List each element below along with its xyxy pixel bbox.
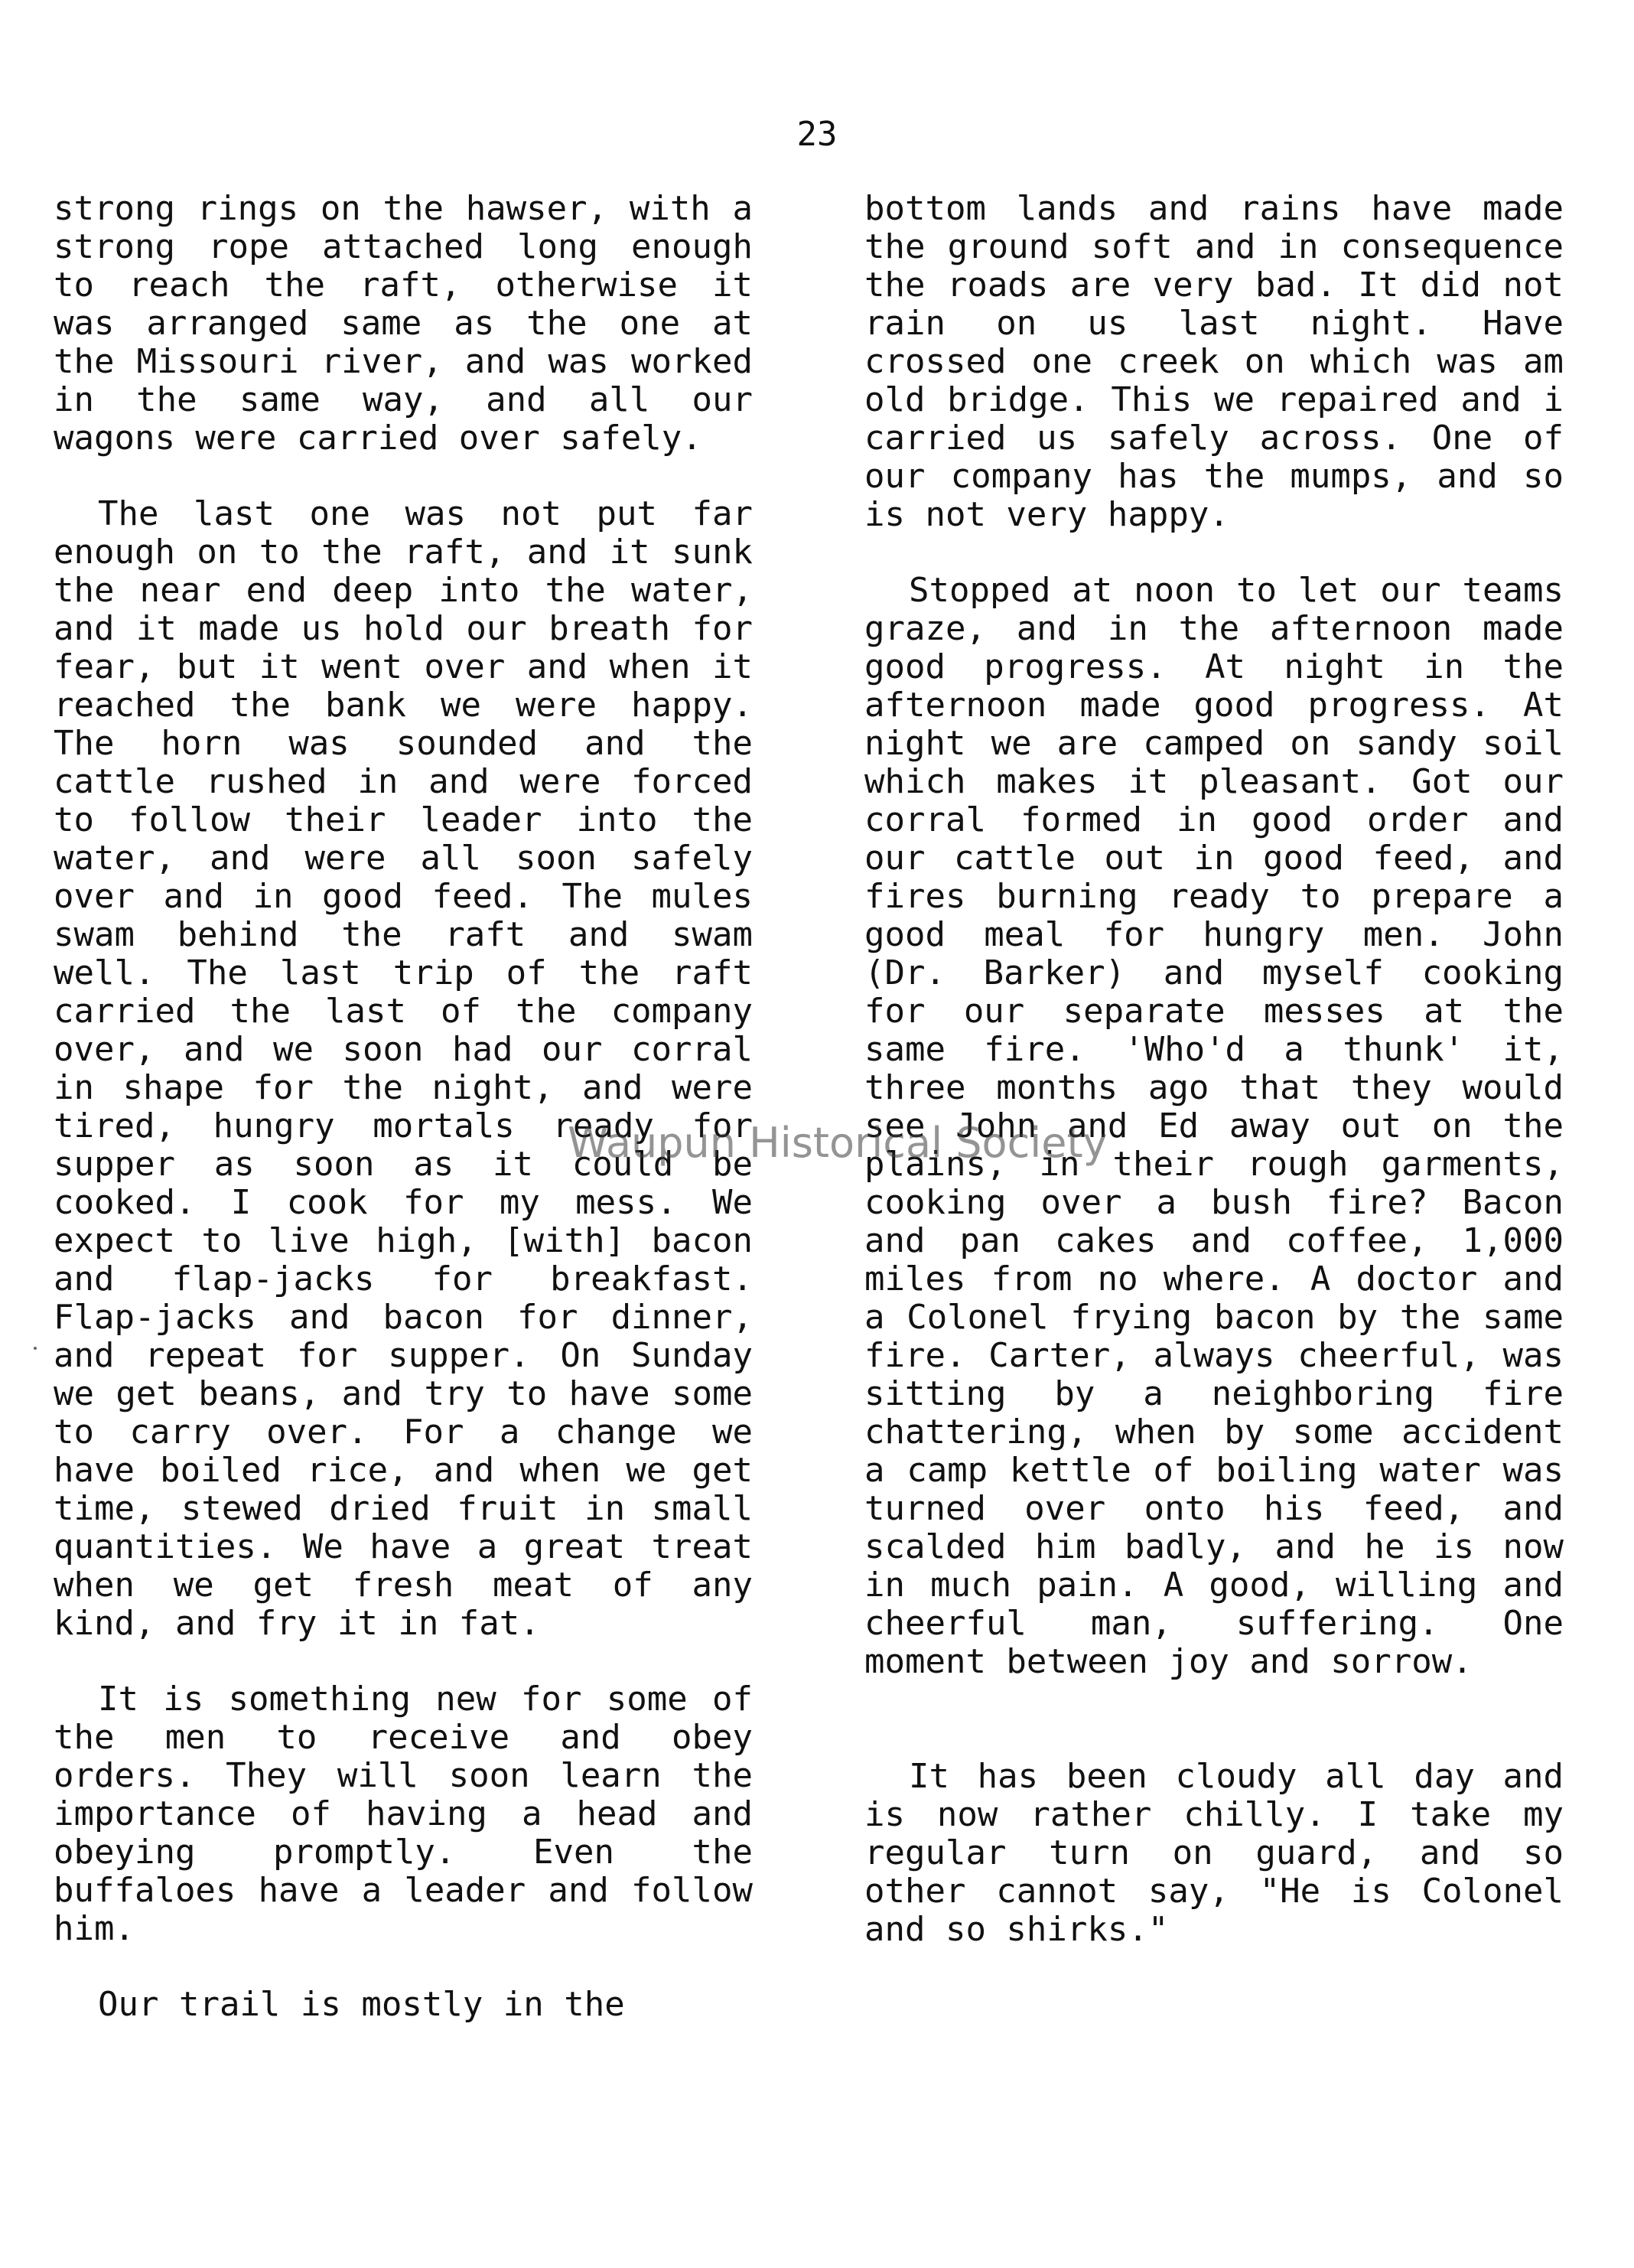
left-paragraph-4: Our trail is mostly in the xyxy=(98,1985,625,2024)
page-number: 23 xyxy=(796,115,838,154)
left-paragraph-3: It is something new for some of the men to receive and obey orders. They will soon learn the importance of having a head and obeying promptly. Even the buffaloes have a leader and follow him. xyxy=(54,1680,753,1948)
left-paragraph-1: strong rings on the hawser, with a strong rope attached long enough to reach the raft, otherwise it was arranged same as the one at the Missouri river, and was worked in the same way, and all our wagons were carried over safely. xyxy=(54,189,753,458)
left-column xyxy=(54,190,753,2061)
right-column xyxy=(864,190,1564,1986)
right-paragraph-1: bottom lands and rains have made the ground soft and in consequence the roads are very bad. It did not rain on us last night. Have crossed one creek on which was am old bridge. This we repaired and i carried us safely across. One of our company has the mumps, and so is not very happy. xyxy=(864,189,1564,534)
watermark: Waupun Historical Society xyxy=(568,1119,1108,1167)
scan-speck xyxy=(34,1347,37,1350)
right-paragraph-2: Stopped at noon to let our teams graze, and in the afternoon made good progress. At night in the afternoon made good progress. At night we are camped on sandy soil which makes it pleasant. Got our corral formed in good order and our cattle out in good feed, and fires burning ready to prepare a good meal for hungry men. John (Dr. Barker) and myself cooking for our separate messes at the same fire. 'Who'd a thunk' it, three months ago that they would see John and Ed away out on the plains, in their rough garments, cooking over a bush fire? Bacon and pan cakes and coffee, 1,000 miles from no where. A doctor and a Colonel frying bacon by the same fire. Carter, always cheerful, was sitting by a neighboring fire chattering, when by some accident a camp kettle of boiling water was turned over onto his feed, and scalded him badly, and he is now in much pain. A good, willing and cheerful man, suffering. One moment between joy and sorrow. xyxy=(864,571,1564,1681)
left-paragraph-2: The last one was not put far enough on to the raft, and it sunk the near end deep into the water, and it made us hold our breath for fear, but it went over and when it reached the bank we were happy. The horn was sounded and the cattle rushed in and were forced to follow their leader into the water, and were all soon safely over and in good feed. The mules swam behind the raft and swam well. The last trip of the raft carried the last of the company over, and we soon had our corral in shape for the night, and were tired, hungry mortals ready for supper as soon as it could be cooked. I cook for my mess. We expect to live high, [with] bacon and flap-jacks for breakfast. Flap-jacks and bacon for dinner, and repeat for supper. On Sunday we get beans, and try to have some to carry over. For a change we have boiled rice, and when we get time, stewed dried fruit in small quantities. We have a great treat when we get fresh meat of any kind, and fry it in fat. xyxy=(54,494,753,1643)
right-paragraph-3: It has been cloudy all day and is now rather chilly. I take my regular turn on guard, and so other cannot say, "He is Colonel and so shirks." xyxy=(864,1757,1564,1949)
